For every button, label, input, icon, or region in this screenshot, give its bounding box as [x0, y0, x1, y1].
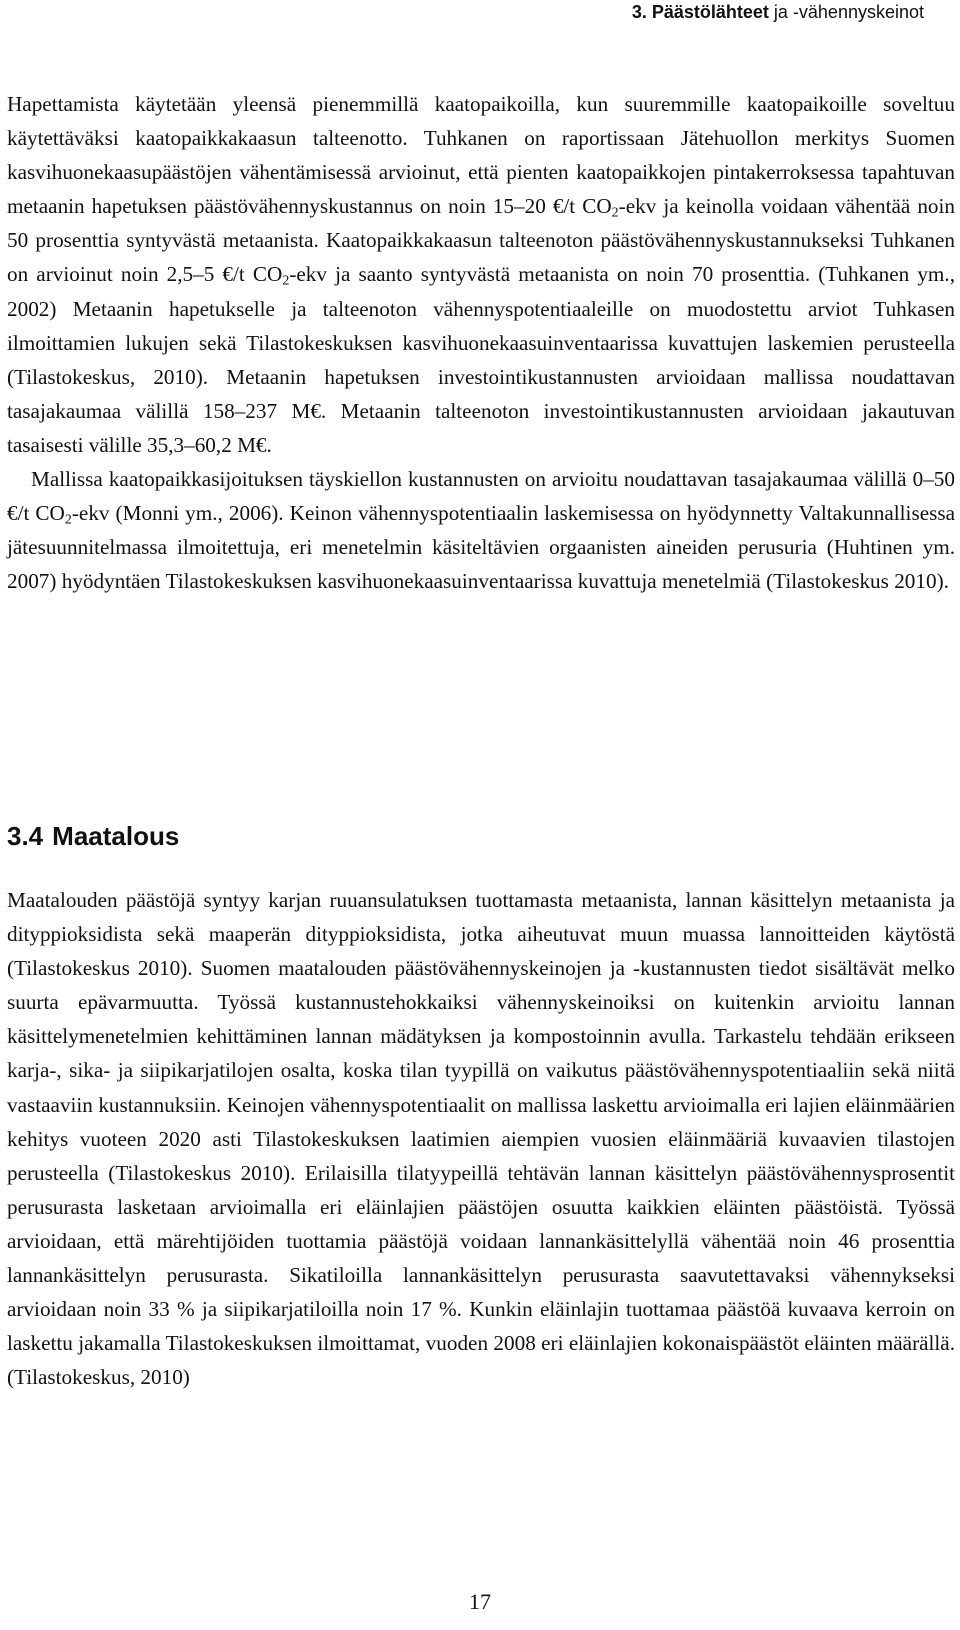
co2-unit: $CO_2$-ekv	[582, 194, 657, 221]
co2-unit: $CO_2$-ekv	[35, 501, 110, 528]
section-heading	[7, 818, 179, 854]
running-header	[632, 0, 924, 24]
section-number: 3.4	[7, 821, 44, 851]
chapter-title: Päästölähteet	[651, 2, 769, 22]
paragraph: Hapettamista käytetään yleensä pienemmillä kaatopaikoilla, kun suuremmille kaatopaikoille soveltuu käytettäväksi kaatopaikkakaasun talteenotto. Tuhkanen on raportissaan Jätehuollon merkitys Suomen kasvihuonekaasupäästöjen vähentämisessä arvioinut, että pienten kaatopaikkojen pintakerroksessa tapahtuvan metaanin hapetuksen päästövähennyskustannus on noin 15–20 €/t $CO_2$-ekv ja keinolla voidaan vähentää noin 50 prosenttia syntyvästä metaanista. Kaatopaikkakaasun talteenoton päästövähennyskustannukseksi Tuhkanen on arvioinut noin 2,5–5 €/t $CO_2$-ekv ja saanto syntyvästä metaanista on noin 70 prosenttia. (Tuhkanen ym., 2002) Metaanin hapetukselle ja talteenoton vähennyspotentiaaleille on muodostettu arviot Tuhkasen ilmoittamien lukujen sekä Tilastokeskuksen kasvihuonekaasuinventaarissa kuvattujen laskemien perusteella (Tilastokeskus, 2010). Metaanin hapetuksen investointikustannusten arvioidaan mallissa noudattavan tasajakaumaa välillä 158–237 M€. Metaanin talteenoton investointikustannusten arvioidaan jakautuvan tasaisesti välille 35,3–60,2 M€.	[7, 92, 956, 457]
chapter-number: 3.	[631, 2, 647, 22]
paragraph: Maatalouden päästöjä syntyy karjan ruuansulatuksen tuottamasta metaanista, lannan käsittelyn metaanista ja dityppioksidista sekä maaperän dityppioksidista, jotka aiheutuvat muun muassa lannoitteiden käytöstä (Tilastokeskus 2010). Suomen maatalouden päästövähennyskeinojen ja -kustannusten tiedot sisältävät melko suurta epävarmuutta. Työssä kustannustehokkaiksi vähennyskeinoiksi on kuitenkin arvioitu lannan käsittelymenetelmien kehittäminen lannan mädätyksen ja kompostoinnin avulla. Tarkastelu tehdään erikseen karja-, sika- ja siipikarjatilojen osalta, koska tilan tyypillä on vaikutus päästövähennyspotentiaaliin sekä niitä vastaaviin kustannuksiin. Keinojen vähennyspotentiaalit on mallissa laskettu arvioimalla eri lajien eläinmäärien kehitys vuoteen 2020 asti Tilastokeskuksen laatimien aiempien vuosien eläinmääriä kuvaavien tilastojen perusteella (Tilastokeskus 2010). Erilaisilla tilatyypeillä tehtävän lannan käsittelyn päästövähennysprosentit perusurasta lasketaan arvioimalla eri eläinlajien päästöjen osuutta kaikkien eläinten päästöistä. Työssä arvioidaan, että märehtijöiden tuottamia päästöjä voidaan lannankäsittelyllä vähentää noin 46 prosenttia lannankäsittelyn perusurasta. Sikatiloilla lannankäsittelyn perusurasta saavutettavaksi vähennykseksi arvioidaan noin 33 % ja siipikarjatiloilla noin 17 %. Kunkin eläinlajin tuottamaa päästöä kuvaava kerroin on laskettu jakamalla Tilastokeskuksen ilmoittamat, vuoden 2008 eri eläinlajien kokonaispäästöt eläinten määrällä. (Tilastokeskus, 2010)	[7, 888, 955, 1390]
chapter-suffix: ja -vähennyskeinot	[768, 2, 924, 22]
co2-unit: $CO_2$-ekv	[252, 262, 327, 289]
section-title: Maatalous	[52, 821, 180, 851]
page-number: 17	[469, 1589, 491, 1614]
paragraph: Mallissa kaatopaikkasijoituksen täyskiellon kustannusten on arvioitu noudattavan tasajakaumaa välillä 0–50 €/t $CO_2$-ekv (Monni ym., 2006). Keinon vähennyspotentiaalin laskemisessa on hyödynnetty Valtakunnallisessa jätesuunnitelmassa ilmoitettuja, eri menetelmin käsiteltävien orgaanisten aineiden perusuria (Huhtinen ym. 2007) hyödyntäen Tilastokeskuksen kasvihuonekaasuinventaarissa kuvattuja menetelmiä (Tilastokeskus 2010).	[7, 467, 955, 594]
section-body	[7, 87, 955, 598]
section-body	[7, 883, 955, 1394]
